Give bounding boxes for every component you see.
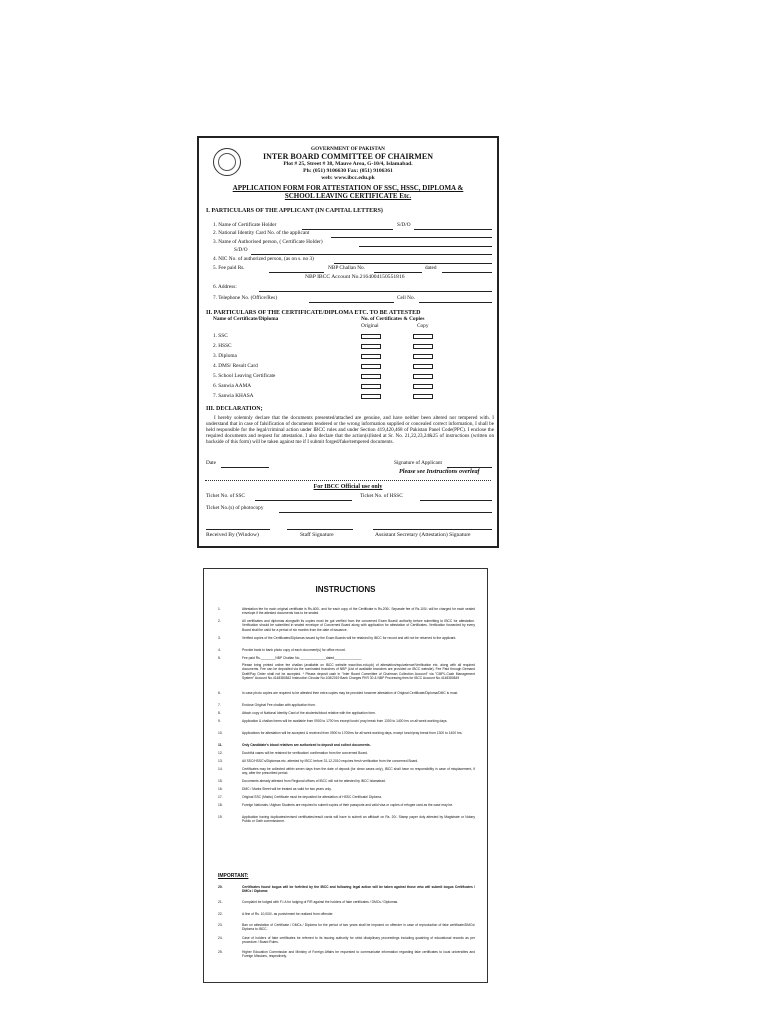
assistant-signature-line[interactable]: [373, 529, 492, 530]
section-declaration-heading: III. DECLARATION;: [206, 406, 263, 412]
date-input[interactable]: [221, 467, 269, 468]
authorised-person-sdo-input[interactable]: [251, 254, 492, 255]
challan-number-input[interactable]: [374, 272, 422, 273]
overleaf-note: Please see Instructions overleaf: [399, 468, 480, 475]
field-label-authorised-person: 3. Name of Authorised person, ( Certificate Holder): [213, 239, 323, 245]
organization-name: INTER BOARD COMMITTEE OF CHAIRMEN: [263, 152, 433, 161]
certificate-holder-input[interactable]: [302, 229, 393, 230]
field-label-sdo: S/D/O: [397, 222, 411, 228]
instructions-page: INSTRUCTIONS 1. Attestation fee for each original certificate is Rs.400/- and for each copy of the Certificate is Rs.200/- Separate fee of Rs.100/- will be charged for each sealed envelope if the attested documents has to be sealed. 2. All certificates and diplomas alongwith its copies must be got verified from the concerned Exam Board/ authority before submitting to IBCC for attestation. Verification should be submitted in sealed envelope of Concerned Board along with application for attestation of Certificates. Verification forwarded by every Board shall be valid for a period of six months from the date of issuance. 3. Verified copies of the Certificates/Diplomas issued by the Exam Boards will be retained by IBCC for record and will not be returned to the applicant. 4. Provide bank to bank photo copy of each document(s) for office record. 5. Fee paid Rs.________NBP Challan No.______________dated_______________ Please bring printed online fee challan (available on IBCC website www.ibcc.edu.pk) of attestation/equivalence/Verification etc. along with all required documents. Fee can be deposited via the nominated branches of NBP (List of available branches are provided on IBCC website). Fee Paid through Demand Draft/Pay Order shall not be accepted. * Please deposit cash in "Inter Board Committee of Chairman Collection Account" via "CMPL-Cash Management System" Account No.4148380842 Instruction Circular No.108/2019 Bank Charges PKR 30 & NBP Processing fees for IBCC Account No.4148380849 6. In case photo copies are required to be attested then extra copies may be provided however attestation of Original Certificate/Diploma/DMC is must. 7. Enclose Original Fee challan with application from. 8. Attach copy of National Identity Card of the students/blood relative with the application form. 9. Application & challan forms will be available from 0900 to 1700 hrs except lunch/ pray break from 1300 to 1400 hrs on all week working days. 10. Applications for attestation will be accepted & received from 0900 to 1700hrs for all week working days, except lunch/pray break from 1300 to 1400 hrs. 11. Only Candidate's blood relatives are authorized to deposit and collect documents. 12. Doubtful cases will be retained for verification/ confirmation from the concerned Board. 13. All SSC/HSSC's/Diplomas etc. attested by IBCC before 31-12-2010 requires fresh verification from the concerned Board. 14. Certificates may be collected within seven days from the date of deposit (for clean cases only), IBCC shall have no responsibility in case of misplacement, if any, after the prescribed period. 15. Documents already attested from Regional offices of IBCC will not be attested by IBCC Islamabad. 16. DMC / Marks Sheet will be treated as valid for two years only. 17. Original SSC (Matric) Certificate must be deposited for attestation of HSSC Certificate/ Diploma. 18. Foreign Nationals / Afghan Students are required to submit copies of their passports and valid visa or copies of refugee card as the case may be. 19. Application having duplicates/revised certificates/result cards will have to submit an affidavit on Rs. 20/- Stamp paper duly attested by Magistrate or Notary Public or Oath commissioner. IMPORTANT: 20. Certificates found bogus will be forfeited by the IBCC and following legal action will be taken against those who will submit bogus Certificates / DMCs / Diploma: 21. Complaint be lodged with F.I.A for lodging of FIR against the holders of fake certificates / DMCs / Diplomas. 22. A fine of Rs. 10,000/- as punishment be realized from offender. 23. Ban on attestation of Certificate / DMCs / Diploma for the period of two years shall be imposed on offender in case of reproduction of fake certificate/DMCs/ Diploma to IBCC. 24. Case of holders of fake certificates be referred to its issuing authority for strict disciplinary proceedings including quashing of educational records as per procedure / Board Rules. 25. Higher Education Commission and Ministry of Foreign Affairs be requested to communicate information regarding fake certificates to local universities and Foreign Missions, respectively.: [203, 568, 488, 983]
official-use-heading: For IBCC Official use only: [313, 484, 383, 490]
certificate-item-hssc: 2. HSSC: [213, 343, 232, 349]
section-certificates-heading: II. PARTICULARS OF THE CERTIFICATE/DIPLOMA ETC. TO BE ATTESTED: [206, 310, 421, 316]
ticket-photocopy-label: Ticket No.(s) of photocopy: [206, 505, 264, 511]
column-certificate-name: Name of Certificate/Diploma: [213, 316, 279, 322]
organization-address: Plot # 25, Street # 38, Mauve Area, G-10/4, Islamabad.: [283, 161, 413, 167]
received-signature-line[interactable]: [206, 529, 270, 530]
challan-date-input[interactable]: [442, 272, 492, 273]
certificate-item-school-leaving: 5. School Leaving Certificate: [213, 373, 276, 379]
field-label-authorized-nic: 4. NIC No. of authorized person, (as on s. no 3): [213, 256, 314, 262]
sanwia-khasa-original-box[interactable]: [361, 394, 381, 399]
column-copies: No. of Certificates & Copies: [361, 316, 425, 322]
field-label-address: 6. Address:: [213, 284, 237, 290]
dms-copy-box[interactable]: [413, 364, 433, 369]
cell-number-input[interactable]: [419, 302, 492, 303]
field-label-challan: NBP Challan No.: [328, 265, 366, 271]
certificate-item-diploma: 3. Diploma: [213, 353, 237, 359]
field-label-cell: Cell No.: [397, 295, 415, 301]
sanwia-aama-copy-box[interactable]: [413, 384, 433, 389]
ssc-original-box[interactable]: [361, 334, 381, 339]
organization-phone: Ph: (051) 9106630 Fax: (051) 9106361: [303, 168, 393, 174]
certificate-item-sanwia-aama: 6. Sanwia AAMA: [213, 383, 252, 389]
column-original: Original: [361, 323, 379, 329]
ticket-hssc-label: Ticket No. of HSSC: [360, 493, 403, 499]
authorised-person-input[interactable]: [359, 246, 492, 247]
field-label-fee-paid: 5. Fee paid Rs.: [213, 265, 245, 271]
certificate-item-sanwia-khasa: 7. Sanwia KHASA: [213, 393, 254, 399]
diploma-original-box[interactable]: [361, 354, 381, 359]
form-title-line-2: SCHOOL LEAVING CERTIFICATE Etc.: [284, 192, 412, 200]
date-label: Date: [206, 460, 216, 466]
sanwia-aama-original-box[interactable]: [361, 384, 381, 389]
hssc-original-box[interactable]: [361, 344, 381, 349]
certificate-item-ssc: 1. SSC: [213, 333, 228, 339]
ticket-ssc-label: Ticket No. of SSC: [206, 493, 245, 499]
fee-paid-input[interactable]: [269, 272, 324, 273]
diploma-copy-box[interactable]: [413, 354, 433, 359]
field-label-telephone: 7. Telephone No. (Office/Res): [213, 295, 278, 301]
field-label-sdo-2: S/D/O: [234, 247, 248, 253]
organization-website: web: www.ibcc.edu.pk: [321, 175, 375, 181]
staff-signature-label: Staff Signature: [300, 532, 334, 538]
signature-label: Signature of Applicant: [394, 460, 442, 466]
ticket-hssc-input[interactable]: [420, 500, 492, 501]
sanwia-khasa-copy-box[interactable]: [413, 394, 433, 399]
address-input[interactable]: [259, 291, 492, 292]
declaration-text: I hereby solemnly declare that the documents presented/attached are genuine, and have neither been altered nor tempered with. I understand that in case of falsification of documents tendered or the wrong information supplied or concealed correct information, I shall be held responsible for the legal/criminal action under IBCC rules and under Section 419,420,468 of Pakistan Panel Code(PPC). I enclose the required documents and request for attestation. I also declare that the action(s)listed at Sr. No. 21,22,23,24&25 of instructions (written on backside of this form) will be taken against me if I submit forged/fake/tempered documents.: [206, 415, 494, 446]
field-label-certificate-holder: 1. Name of Certificate Holder: [213, 222, 277, 228]
hssc-copy-box[interactable]: [413, 344, 433, 349]
application-form-page: [197, 136, 499, 548]
school-leaving-copy-box[interactable]: [413, 374, 433, 379]
instructions-title: INSTRUCTIONS: [315, 585, 376, 594]
certificate-holder-sdo-input[interactable]: [414, 229, 492, 230]
assistant-signature-label: Assistant Secretary (Attestation) Signature: [375, 532, 471, 538]
field-label-national-id: 2. National Identity Card No. of the applicant: [213, 230, 310, 236]
certificate-item-dms: 4. DMS/ Result Card: [213, 363, 258, 369]
cut-line-divider: [205, 480, 491, 481]
telephone-input[interactable]: [309, 302, 394, 303]
field-label-dated: dated: [425, 265, 437, 271]
received-by-label: Received By (Window): [206, 532, 259, 538]
section-applicant-heading: I. PARTICULARS OF THE APPLICANT (IN CAPITAL LETTERS): [206, 208, 383, 214]
staff-signature-line[interactable]: [287, 529, 353, 530]
nbp-account-number: NBP IBCC Account No.2164004150551816: [305, 274, 405, 280]
dms-original-box[interactable]: [361, 364, 381, 369]
ssc-copy-box[interactable]: [413, 334, 433, 339]
important-heading: IMPORTANT:: [218, 873, 249, 879]
authorized-nic-input[interactable]: [334, 263, 492, 264]
government-label: GOVERNMENT OF PAKISTAN: [311, 146, 385, 152]
national-id-input[interactable]: [331, 237, 492, 238]
ticket-ssc-input[interactable]: [255, 500, 352, 501]
form-title-line-1: APPLICATION FORM FOR ATTESTATION OF SSC, HSSC, DIPLOMA &: [232, 184, 464, 192]
ticket-photocopy-input[interactable]: [279, 512, 492, 513]
school-leaving-original-box[interactable]: [361, 374, 381, 379]
column-copy: Copy: [417, 323, 429, 329]
